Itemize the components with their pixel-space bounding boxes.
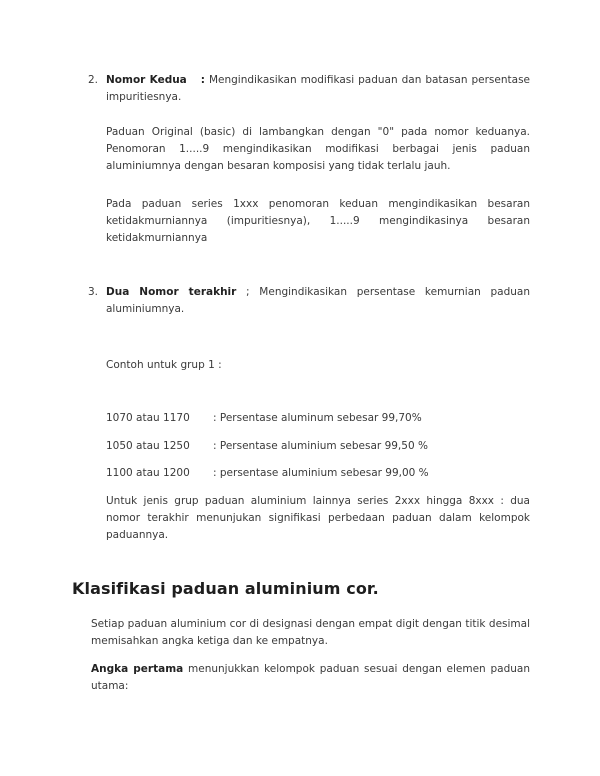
- item-2-text: Mengindikasikan modifikasi paduan dan batasan persentase impuritiesnya.: [106, 74, 530, 103]
- example-row: [106, 438, 428, 455]
- example-desc: : Persentase aluminium sebesar 99,50 %: [213, 440, 428, 452]
- section-paragraph-2-text: menunjukkan kelompok paduan sesuai dengan elemen paduan utama:: [91, 663, 530, 692]
- item-2-paragraph-2: Pada paduan series 1xxx penomoran keduan mengindikasikan besaran ketidakmurniannya (impuritiesnya), 1.....9 mengindikasinya besaran ketidakmurniannya: [106, 198, 530, 244]
- example-desc: : Persentase aluminum sebesar 99,70%: [213, 412, 422, 424]
- item-2-paragraph-1: Paduan Original (basic) di lambangkan dengan "0" pada nomor keduanya. Penomoran 1.....9 mengindikasikan modifikasi berbagai jenis paduan aluminiumnya dengan besaran komposisi yang tidak terlalu jauh.: [106, 126, 530, 172]
- item-3-number: 3.: [88, 286, 99, 298]
- item-3-note: Untuk jenis grup paduan aluminium lainnya series 2xxx hingga 8xxx : dua nomor terakhir menunjukan signifikasi perbedaan paduan dalam kelompok paduannya.: [106, 495, 530, 541]
- item-2-title: Nomor Kedua: [106, 74, 187, 86]
- section-bold-lead: Angka pertama: [91, 663, 184, 675]
- item-3-text: ; Mengindikasikan persentase kemurnian paduan aluminiumnya.: [106, 286, 531, 315]
- section-paragraph-1: Setiap paduan aluminium cor di designasi dengan empat digit dengan titik desimal memisahkan angka ketiga dan ke empatnya.: [91, 618, 530, 647]
- example-desc: : persentase aluminium sebesar 99,00 %: [213, 467, 429, 479]
- example-code: 1070 atau 1170: [106, 412, 190, 424]
- item-2-number: 2.: [88, 74, 99, 86]
- item-3-title: Dua Nomor terakhir: [106, 286, 237, 298]
- item-3-header: [106, 284, 530, 318]
- example-code: 1050 atau 1250: [106, 440, 190, 452]
- item-2-header: [106, 72, 530, 106]
- section-heading: Klasifikasi paduan aluminium cor.: [72, 579, 379, 598]
- item-2-colon: :: [200, 74, 205, 86]
- example-label: Contoh untuk grup 1 :: [106, 359, 222, 371]
- example-row: [106, 465, 429, 482]
- example-row: [106, 410, 422, 427]
- section-paragraph-2: [91, 661, 530, 695]
- example-code: 1100 atau 1200: [106, 467, 190, 479]
